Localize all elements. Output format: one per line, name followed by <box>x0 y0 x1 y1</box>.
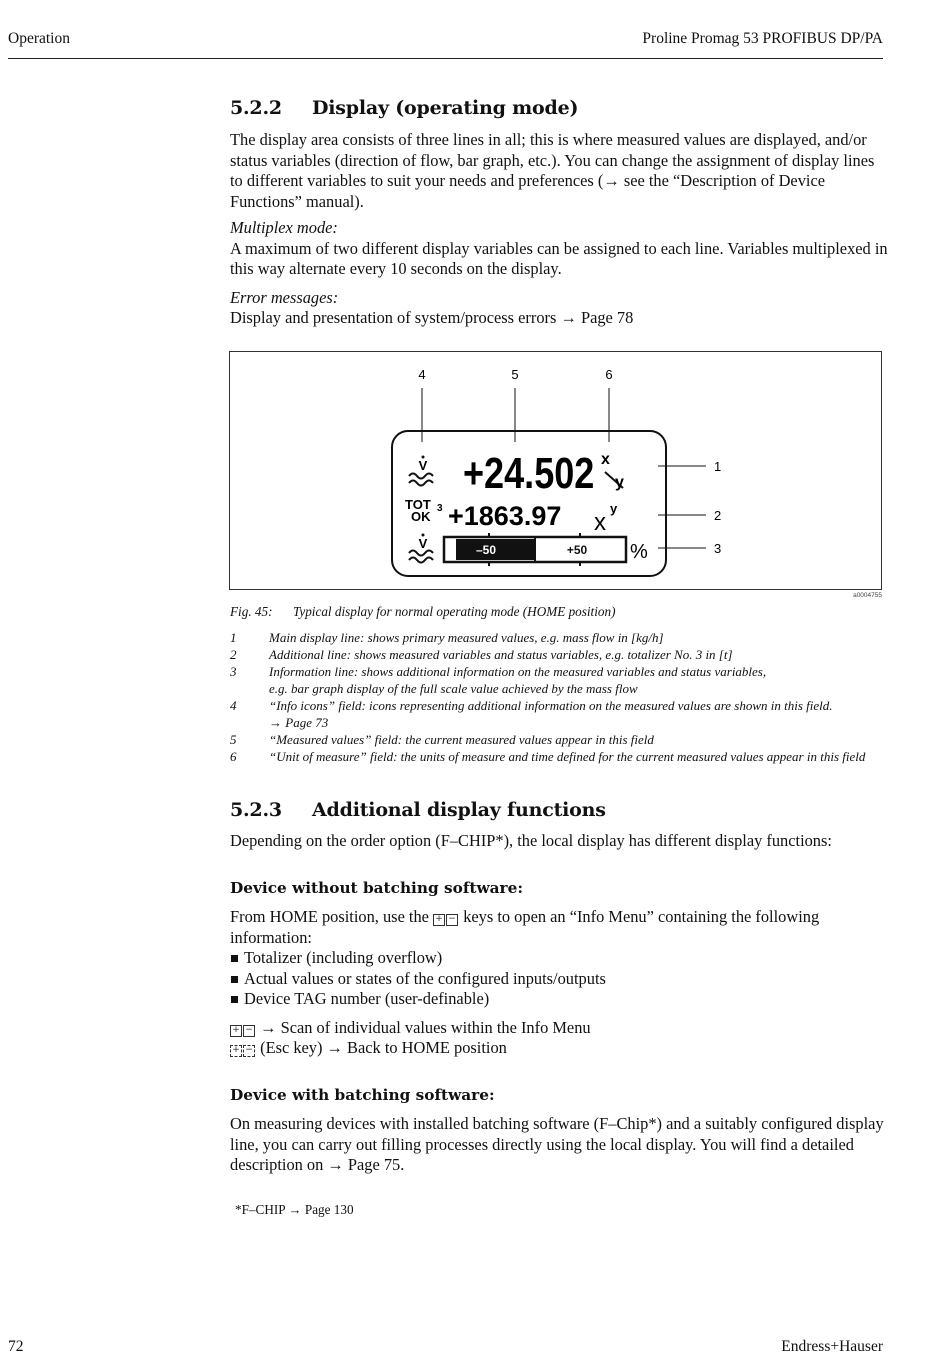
section-number: 5.2.2 <box>230 97 282 119</box>
additional-value: +1863.97 <box>448 501 562 531</box>
figure-legend <box>230 629 910 765</box>
with-batching-paragraph: On measuring devices with installed batching software (F–Chip*) and a suitably configured display line, you can carry out filling processes directly using the local display. You will find a detailed description on → Page 75. <box>230 1114 884 1174</box>
esc-plus-key-icon: + <box>230 1045 242 1057</box>
plus-key-icon: + <box>433 914 445 926</box>
plus-key-icon: + <box>230 1025 242 1037</box>
figure-image-id: a0004755 <box>853 592 882 599</box>
list-item: Actual values or states of the configured inputs/outputs <box>230 969 890 990</box>
unit-x-per-y <box>601 451 624 491</box>
section-heading-5-2-2 <box>230 97 578 119</box>
section-5-2-3-intro: Depending on the order option (F–CHIP*), the local display has different display functions: <box>230 831 832 850</box>
running-header-section: Operation <box>8 30 70 47</box>
footnote: *F–CHIP → Page 130 <box>235 1202 354 1217</box>
callout-6: 6 <box>605 367 613 382</box>
esc-minus-key-icon: − <box>243 1045 255 1057</box>
legend-item: 3 Information line: shows additional information on the measured variables and status variables, <box>230 664 767 679</box>
figure-caption <box>230 604 615 620</box>
scan-line: + − → Scan of individual values within the Info Menu <box>230 1018 890 1039</box>
figure-number: Fig. 45: <box>230 604 273 619</box>
info-menu-list <box>230 948 890 1010</box>
info-menu-paragraph: From HOME position, use the + − keys to open an “Info Menu” containing the following information: <box>230 907 820 947</box>
legend-item-cont: → Page 73 <box>269 715 329 730</box>
minus-key-icon: − <box>243 1025 255 1037</box>
bar-unit-percent: % <box>630 541 648 563</box>
bar-graph <box>444 533 626 566</box>
bar-minus-label: –50 <box>475 543 497 557</box>
error-paragraph: Display and presentation of system/process errors → Page 78 <box>230 308 634 327</box>
svg-text:V: V <box>418 536 428 551</box>
legend-item: 5 “Measured values” field: the current measured values appear in this field <box>230 732 654 747</box>
intro-paragraph: The display area consists of three lines in all; this is where measured values are displayed, and/or status variables (direction of flow, bar graph, etc.). You can change the assignment of display lines to different variables to suit your needs and preferences (→ see the “Description of Device Functions” manual). <box>230 130 875 211</box>
callout-2: 2 <box>714 508 722 523</box>
bar-plus-label: +50 <box>566 543 588 557</box>
unit-exponent-y: y <box>610 501 618 516</box>
section-title: Additional display functions <box>312 799 606 821</box>
running-header-title: Proline Promag 53 PROFIBUS DP/PA <box>642 30 883 47</box>
multiplex-paragraph: A maximum of two different display variables can be assigned to each line. Variables multiplexed in this way alternate every 10 seconds on the display. <box>230 238 888 278</box>
callout-3: 3 <box>714 541 722 556</box>
legend-item-cont: e.g. bar graph display of the full scale value achieved by the mass flow <box>269 681 638 696</box>
without-batching-body <box>230 907 890 1059</box>
esc-line: + − (Esc key) → Back to HOME position <box>230 1038 890 1059</box>
legend-item: 4 “Info icons” field: icons representing additional information on the measured values are shown in this field. <box>230 698 833 713</box>
svg-text:y: y <box>615 474 624 491</box>
legend-item: 1 Main display line: shows primary measured values, e.g. mass flow in [kg/h] <box>230 630 664 645</box>
svg-text:V: V <box>418 458 428 473</box>
section-title: Display (operating mode) <box>312 97 579 119</box>
callout-1: 1 <box>714 459 722 474</box>
page-number: 72 <box>8 1338 24 1355</box>
list-item: Device TAG number (user-definable) <box>230 989 890 1010</box>
flow-icon-line1 <box>409 456 433 486</box>
unit-x-power-y: x <box>594 509 606 536</box>
callout-5: 5 <box>511 367 519 382</box>
section-5-2-2-body <box>230 130 890 329</box>
figure-box <box>229 351 882 590</box>
multiplex-label: Multiplex mode: <box>230 218 338 237</box>
error-label: Error messages: <box>230 287 339 307</box>
section-heading-5-2-3 <box>230 799 606 821</box>
tot-subscript: 3 <box>437 503 443 514</box>
publisher-name: Endress+Hauser <box>781 1338 883 1355</box>
legend-item: 6 “Unit of measure” field: the units of measure and time defined for the current measured values appear in this field <box>230 749 866 764</box>
ok-label: OK <box>411 509 431 524</box>
svg-text:x: x <box>601 451 610 468</box>
tot-label: TOT <box>405 497 431 512</box>
flow-icon-line3 <box>409 534 433 563</box>
main-measured-value: +24.502 <box>463 448 595 498</box>
minus-key-icon: − <box>446 914 458 926</box>
legend-item: 2 Additional line: shows measured variables and status variables, e.g. totalizer No. 3 in [t] <box>230 647 733 662</box>
figure-caption-text: Typical display for normal operating mode (HOME position) <box>293 604 616 619</box>
list-item: Totalizer (including overflow) <box>230 948 890 969</box>
subheading-without-batching: Device without batching software: <box>230 879 523 897</box>
section-number: 5.2.3 <box>230 799 282 821</box>
subheading-with-batching: Device with batching software: <box>230 1086 495 1104</box>
callout-4: 4 <box>418 367 426 382</box>
display-illustration <box>230 352 881 589</box>
header-rule <box>8 58 883 59</box>
